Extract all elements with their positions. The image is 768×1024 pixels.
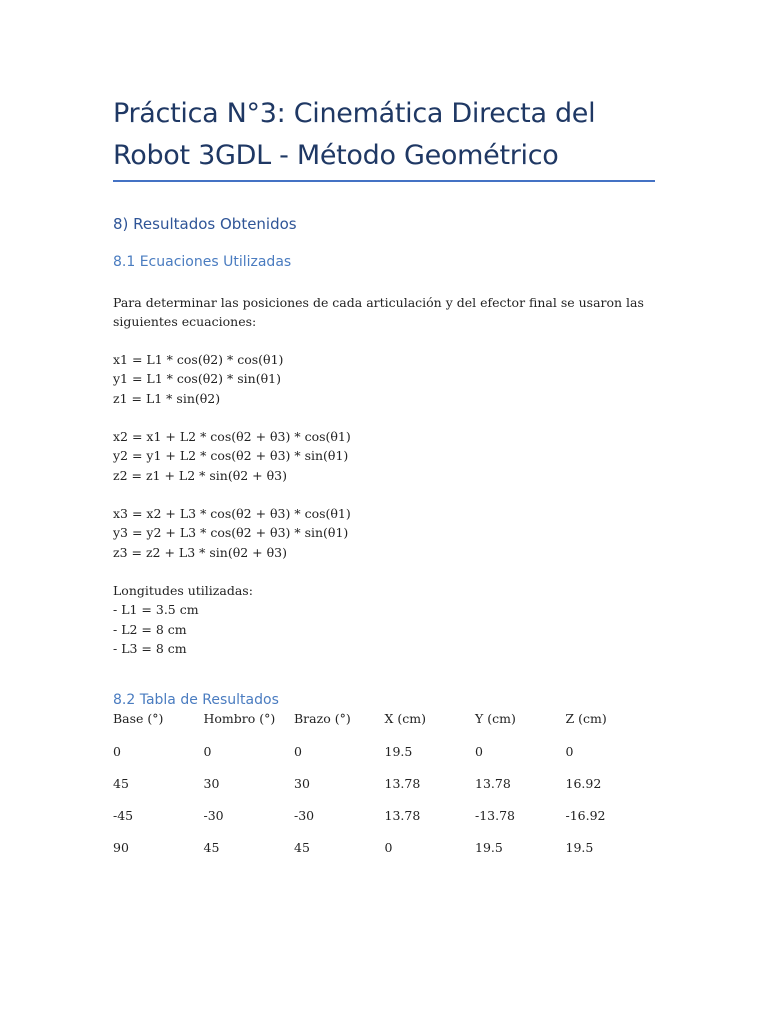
equation-line: y1 = L1 * cos(θ2) * sin(θ1) <box>113 371 281 387</box>
title-divider <box>113 180 655 182</box>
equation-line: y3 = y2 + L3 * cos(θ2 + θ3) * sin(θ1) <box>113 525 349 541</box>
table-row <box>113 840 656 872</box>
table-row <box>113 808 656 840</box>
table-cell: 45 <box>294 840 310 855</box>
subsection-heading-equations: 8.1 Ecuaciones Utilizadas <box>113 254 292 270</box>
equation-line: x2 = x1 + L2 * cos(θ2 + θ3) * cos(θ1) <box>113 429 351 444</box>
table-cell: -30 <box>203 808 224 823</box>
lengths-heading: Longitudes utilizadas: <box>113 583 253 598</box>
table-cell: -30 <box>294 808 315 823</box>
equation-line: z3 = z2 + L3 * sin(θ2 + θ3) <box>113 544 287 560</box>
column-header-hombro: Hombro (°) <box>203 711 276 726</box>
table-cell: 45 <box>113 776 129 791</box>
table-cell: 19.5 <box>384 744 413 759</box>
table-row <box>113 744 656 776</box>
table-cell: 13.78 <box>384 808 421 823</box>
table-cell: 0 <box>113 744 121 759</box>
equation-line: x1 = L1 * cos(θ2) * cos(θ1) <box>113 352 284 367</box>
equations-joint-1 <box>113 350 283 408</box>
equation-line: z1 = L1 * sin(θ2) <box>113 390 221 406</box>
column-header-base: Base (°) <box>113 711 164 726</box>
table-cell: 16.92 <box>565 776 602 791</box>
equations-joint-3 <box>113 504 351 562</box>
equation-line: x3 = x2 + L3 * cos(θ2 + θ3) * cos(θ1) <box>113 506 351 521</box>
title-line-2: Robot 3GDL - Método Geométrico <box>113 140 559 171</box>
lengths-list <box>113 581 253 658</box>
table-cell: 30 <box>294 776 310 791</box>
document-title <box>113 93 653 177</box>
column-header-brazo: Brazo (°) <box>294 711 351 726</box>
table-cell: 13.78 <box>475 776 511 791</box>
equation-line: y2 = y1 + L2 * cos(θ2 + θ3) * sin(θ1) <box>113 448 349 464</box>
results-table <box>113 711 656 872</box>
table-header-row <box>113 711 656 744</box>
table-cell: 13.78 <box>384 776 421 791</box>
table-cell: -45 <box>113 808 134 823</box>
column-header-y: Y (cm) <box>475 711 516 726</box>
length-item: - L1 = 3.5 cm <box>113 602 199 618</box>
column-header-x: X (cm) <box>384 711 426 726</box>
subsection-heading-table: 8.2 Tabla de Resultados <box>113 692 279 708</box>
table-cell: 0 <box>294 744 302 759</box>
table-cell: -16.92 <box>565 808 606 823</box>
table-cell: 90 <box>113 840 129 855</box>
equation-line: z2 = z1 + L2 * sin(θ2 + θ3) <box>113 467 287 483</box>
table-cell: -13.78 <box>475 808 516 823</box>
table-cell: 0 <box>475 744 483 759</box>
title-line-1: Práctica N°3: Cinemática Directa del <box>113 98 596 129</box>
table-cell: 0 <box>565 744 574 759</box>
section-heading: 8) Resultados Obtenidos <box>113 215 297 233</box>
table-cell: 30 <box>203 776 220 791</box>
intro-paragraph: Para determinar las posiciones de cada articulación y del efector final se usaron las siguientes ecuaciones: <box>113 295 644 330</box>
table-cell: 0 <box>203 744 212 759</box>
table-cell: 0 <box>384 840 393 855</box>
equations-joint-2 <box>113 427 351 485</box>
table-cell: 19.5 <box>475 840 503 855</box>
length-item: - L2 = 8 cm <box>113 621 187 637</box>
column-header-z: Z (cm) <box>565 711 607 726</box>
table-cell: 45 <box>203 840 220 855</box>
length-item: - L3 = 8 cm <box>113 640 187 656</box>
table-row <box>113 776 656 808</box>
table-cell: 19.5 <box>565 840 594 855</box>
